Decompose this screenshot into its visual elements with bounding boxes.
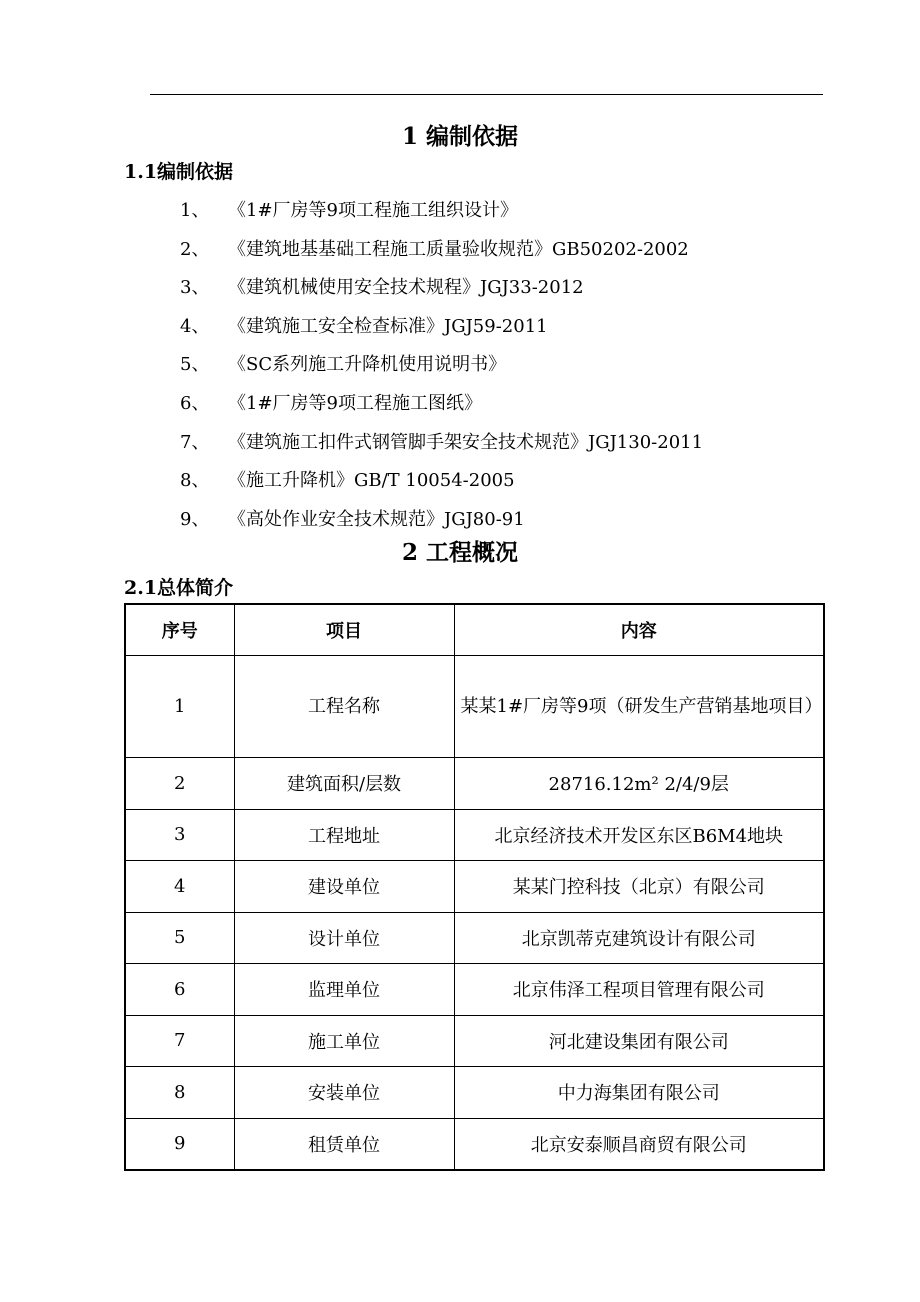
reference-text: 《施工升降机》GB/T 10054-2005 — [228, 470, 515, 492]
cell-content: 河北建设集团有限公司 — [454, 1015, 824, 1067]
cell-item: 建设单位 — [234, 861, 454, 913]
cell-item: 租赁单位 — [234, 1118, 454, 1170]
reference-text: 《建筑地基基础工程施工质量验收规范》GB50202-2002 — [228, 238, 689, 260]
reference-number: 8、 — [180, 470, 210, 492]
cell-item: 监理单位 — [234, 964, 454, 1016]
reference-text: 《SC系列施工升降机使用说明书》 — [228, 354, 507, 376]
cell-content: 某某1#厂房等9项（研发生产营销基地项目） — [454, 656, 824, 758]
reference-item — [180, 235, 703, 274]
table-header-row — [125, 604, 824, 656]
section-title-2: 2 工程概况 — [401, 539, 518, 566]
cell-item: 建筑面积/层数 — [234, 758, 454, 810]
reference-item — [180, 389, 703, 428]
cell-no: 9 — [125, 1118, 234, 1170]
table-row — [125, 912, 824, 964]
table-row — [125, 758, 824, 810]
table-row — [125, 1067, 824, 1119]
subsection-title-2-1: 2.1总体简介 — [124, 577, 234, 599]
header-no: 序号 — [125, 604, 234, 656]
cell-content: 28716.12m² 2/4/9层 — [454, 758, 824, 810]
table-row — [125, 1015, 824, 1067]
cell-content: 中力海集团有限公司 — [454, 1067, 824, 1119]
reference-text: 《建筑施工扣件式钢管脚手架安全技术规范》JGJ130-2011 — [228, 431, 704, 453]
table-row — [125, 1118, 824, 1170]
section-title-1: 1 编制依据 — [401, 123, 518, 150]
cell-no: 3 — [125, 809, 234, 861]
cell-no: 2 — [125, 758, 234, 810]
header-item: 项目 — [234, 604, 454, 656]
cell-content: 北京安泰顺昌商贸有限公司 — [454, 1118, 824, 1170]
table-row — [125, 861, 824, 913]
cell-content: 某某门控科技（北京）有限公司 — [454, 861, 824, 913]
cell-item: 设计单位 — [234, 912, 454, 964]
cell-item: 工程地址 — [234, 809, 454, 861]
table-row — [125, 656, 824, 758]
header-content: 内容 — [454, 604, 824, 656]
cell-no: 6 — [125, 964, 234, 1016]
header-rule — [150, 94, 823, 95]
cell-item: 安装单位 — [234, 1067, 454, 1119]
overview-table — [124, 603, 825, 1171]
reference-item — [180, 428, 703, 467]
cell-content: 北京伟泽工程项目管理有限公司 — [454, 964, 824, 1016]
reference-text: 《高处作业安全技术规范》JGJ80-91 — [228, 508, 525, 530]
reference-number: 9、 — [180, 508, 210, 530]
reference-item — [180, 466, 703, 505]
cell-no: 4 — [125, 861, 234, 913]
table-row — [125, 964, 824, 1016]
reference-list — [180, 196, 703, 543]
reference-number: 3、 — [180, 277, 210, 299]
cell-no: 5 — [125, 912, 234, 964]
subsection-title-1-1: 1.1编制依据 — [124, 161, 234, 183]
reference-item — [180, 312, 703, 351]
cell-content: 北京经济技术开发区东区B6M4地块 — [454, 809, 824, 861]
cell-no: 1 — [125, 656, 234, 758]
reference-item — [180, 196, 703, 235]
reference-number: 6、 — [180, 392, 210, 414]
reference-number: 7、 — [180, 431, 210, 453]
reference-number: 5、 — [180, 354, 210, 376]
reference-number: 2、 — [180, 238, 210, 260]
reference-text: 《1#厂房等9项工程施工组织设计》 — [228, 200, 518, 221]
cell-content: 北京凯蒂克建筑设计有限公司 — [454, 912, 824, 964]
cell-no: 8 — [125, 1067, 234, 1119]
cell-no: 7 — [125, 1015, 234, 1067]
table-row — [125, 809, 824, 861]
cell-item: 施工单位 — [234, 1015, 454, 1067]
cell-item: 工程名称 — [234, 656, 454, 758]
reference-number: 1、 — [180, 200, 210, 221]
reference-text: 《建筑机械使用安全技术规程》JGJ33-2012 — [228, 277, 584, 299]
reference-text: 《建筑施工安全检查标准》JGJ59-2011 — [228, 315, 548, 337]
reference-number: 4、 — [180, 315, 210, 337]
reference-item — [180, 350, 703, 389]
reference-text: 《1#厂房等9项工程施工图纸》 — [228, 392, 482, 414]
reference-item — [180, 273, 703, 312]
